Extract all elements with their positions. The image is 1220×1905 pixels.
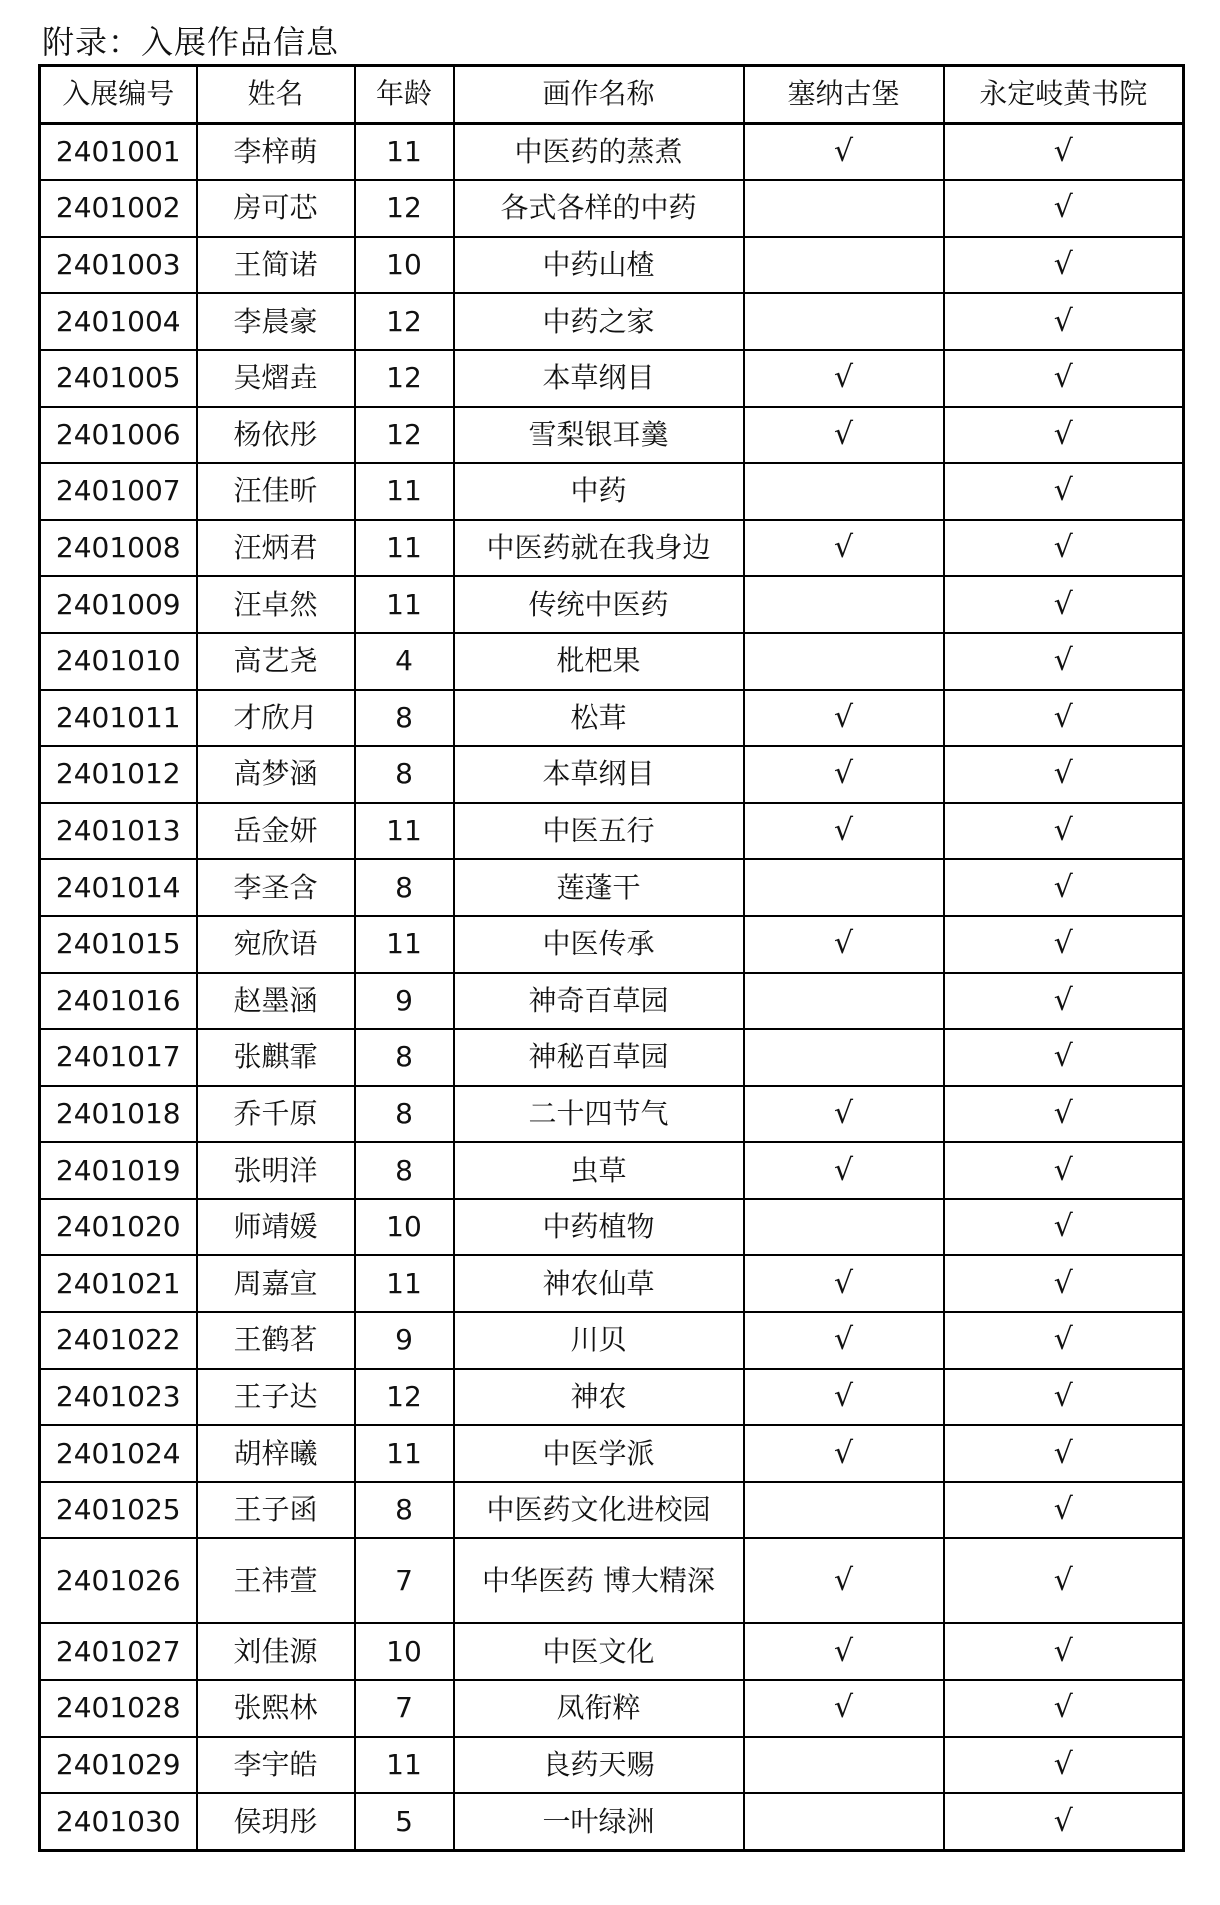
cell-artwork-title: 神农 bbox=[454, 1369, 744, 1426]
cell-venue-a-check: √ bbox=[744, 916, 944, 973]
cell-name: 房可芯 bbox=[197, 180, 355, 237]
cell-venue-a-check: √ bbox=[744, 1312, 944, 1369]
cell-venue-a-check bbox=[744, 1029, 944, 1086]
header-age: 年龄 bbox=[355, 66, 454, 124]
table-row bbox=[40, 1369, 1184, 1426]
cell-venue-a-check: √ bbox=[744, 407, 944, 464]
cell-venue-a-check: √ bbox=[744, 1425, 944, 1482]
cell-venue-a-check: √ bbox=[744, 1255, 944, 1312]
cell-artwork-title: 本草纲目 bbox=[454, 746, 744, 803]
table-row bbox=[40, 1142, 1184, 1199]
cell-name: 侯玥彤 bbox=[197, 1793, 355, 1850]
cell-artwork-title: 莲蓬干 bbox=[454, 859, 744, 916]
cell-venue-b-check: √ bbox=[944, 1623, 1184, 1680]
cell-artwork-title: 松茸 bbox=[454, 690, 744, 747]
cell-age: 12 bbox=[355, 350, 454, 407]
cell-age: 11 bbox=[355, 1425, 454, 1482]
cell-name: 宛欣语 bbox=[197, 916, 355, 973]
cell-venue-a-check: √ bbox=[744, 1538, 944, 1623]
table-row bbox=[40, 973, 1184, 1030]
cell-age: 7 bbox=[355, 1538, 454, 1623]
cell-venue-a-check bbox=[744, 1737, 944, 1794]
cell-exhibit-id: 2401005 bbox=[40, 350, 197, 407]
cell-artwork-title: 中华医药 博大精深 bbox=[454, 1538, 744, 1623]
cell-name: 师靖媛 bbox=[197, 1199, 355, 1256]
cell-venue-a-check: √ bbox=[744, 123, 944, 180]
cell-age: 8 bbox=[355, 1029, 454, 1086]
cell-age: 8 bbox=[355, 1142, 454, 1199]
cell-venue-b-check: √ bbox=[944, 407, 1184, 464]
cell-artwork-title: 雪梨银耳羹 bbox=[454, 407, 744, 464]
cell-venue-b-check: √ bbox=[944, 1142, 1184, 1199]
cell-venue-b-check: √ bbox=[944, 520, 1184, 577]
cell-exhibit-id: 2401022 bbox=[40, 1312, 197, 1369]
cell-venue-b-check: √ bbox=[944, 916, 1184, 973]
cell-name: 李晨豪 bbox=[197, 293, 355, 350]
cell-venue-b-check: √ bbox=[944, 690, 1184, 747]
cell-venue-a-check: √ bbox=[744, 1369, 944, 1426]
cell-exhibit-id: 2401019 bbox=[40, 1142, 197, 1199]
cell-name: 吴熠垚 bbox=[197, 350, 355, 407]
cell-name: 高梦涵 bbox=[197, 746, 355, 803]
cell-exhibit-id: 2401002 bbox=[40, 180, 197, 237]
cell-venue-b-check: √ bbox=[944, 1538, 1184, 1623]
cell-exhibit-id: 2401013 bbox=[40, 803, 197, 860]
table-row bbox=[40, 1737, 1184, 1794]
cell-artwork-title: 中医学派 bbox=[454, 1425, 744, 1482]
cell-exhibit-id: 2401008 bbox=[40, 520, 197, 577]
cell-age: 11 bbox=[355, 463, 454, 520]
cell-venue-a-check: √ bbox=[744, 746, 944, 803]
table-row bbox=[40, 293, 1184, 350]
cell-venue-a-check bbox=[744, 237, 944, 294]
cell-age: 10 bbox=[355, 1199, 454, 1256]
cell-artwork-title: 中药山楂 bbox=[454, 237, 744, 294]
table-row bbox=[40, 859, 1184, 916]
cell-name: 乔千原 bbox=[197, 1086, 355, 1143]
table-row bbox=[40, 1029, 1184, 1086]
cell-name: 王子达 bbox=[197, 1369, 355, 1426]
cell-age: 9 bbox=[355, 1312, 454, 1369]
cell-artwork-title: 中医五行 bbox=[454, 803, 744, 860]
table-row bbox=[40, 1312, 1184, 1369]
table-row bbox=[40, 916, 1184, 973]
cell-venue-b-check: √ bbox=[944, 1199, 1184, 1256]
cell-venue-b-check: √ bbox=[944, 350, 1184, 407]
cell-exhibit-id: 2401026 bbox=[40, 1538, 197, 1623]
cell-venue-b-check: √ bbox=[944, 1737, 1184, 1794]
header-row bbox=[40, 66, 1184, 124]
cell-venue-a-check: √ bbox=[744, 1623, 944, 1680]
table-row bbox=[40, 690, 1184, 747]
cell-exhibit-id: 2401027 bbox=[40, 1623, 197, 1680]
table-row bbox=[40, 180, 1184, 237]
cell-artwork-title: 良药天赐 bbox=[454, 1737, 744, 1794]
cell-venue-b-check: √ bbox=[944, 1482, 1184, 1539]
cell-exhibit-id: 2401018 bbox=[40, 1086, 197, 1143]
cell-venue-a-check bbox=[744, 1793, 944, 1850]
cell-exhibit-id: 2401009 bbox=[40, 576, 197, 633]
cell-exhibit-id: 2401029 bbox=[40, 1737, 197, 1794]
table-row bbox=[40, 1623, 1184, 1680]
cell-age: 11 bbox=[355, 576, 454, 633]
cell-exhibit-id: 2401007 bbox=[40, 463, 197, 520]
cell-venue-b-check: √ bbox=[944, 123, 1184, 180]
cell-artwork-title: 中药植物 bbox=[454, 1199, 744, 1256]
cell-age: 8 bbox=[355, 859, 454, 916]
cell-artwork-title: 各式各样的中药 bbox=[454, 180, 744, 237]
cell-exhibit-id: 2401001 bbox=[40, 123, 197, 180]
cell-artwork-title: 神秘百草园 bbox=[454, 1029, 744, 1086]
cell-exhibit-id: 2401003 bbox=[40, 237, 197, 294]
cell-artwork-title: 川贝 bbox=[454, 1312, 744, 1369]
cell-venue-b-check: √ bbox=[944, 1029, 1184, 1086]
cell-name: 高艺尧 bbox=[197, 633, 355, 690]
cell-venue-a-check: √ bbox=[744, 520, 944, 577]
table-row bbox=[40, 237, 1184, 294]
table-row bbox=[40, 1538, 1184, 1623]
table-row bbox=[40, 1482, 1184, 1539]
table-row bbox=[40, 1199, 1184, 1256]
header-venue-a: 塞纳古堡 bbox=[744, 66, 944, 124]
header-name: 姓名 bbox=[197, 66, 355, 124]
cell-name: 赵墨涵 bbox=[197, 973, 355, 1030]
cell-age: 10 bbox=[355, 1623, 454, 1680]
table-row bbox=[40, 746, 1184, 803]
cell-name: 杨依彤 bbox=[197, 407, 355, 464]
cell-artwork-title: 中药 bbox=[454, 463, 744, 520]
table-row bbox=[40, 1086, 1184, 1143]
cell-artwork-title: 中药之家 bbox=[454, 293, 744, 350]
cell-exhibit-id: 2401030 bbox=[40, 1793, 197, 1850]
cell-age: 12 bbox=[355, 180, 454, 237]
cell-venue-a-check: √ bbox=[744, 350, 944, 407]
cell-exhibit-id: 2401010 bbox=[40, 633, 197, 690]
cell-venue-b-check: √ bbox=[944, 576, 1184, 633]
table-row bbox=[40, 520, 1184, 577]
cell-venue-b-check: √ bbox=[944, 1255, 1184, 1312]
cell-venue-a-check: √ bbox=[744, 1086, 944, 1143]
cell-venue-a-check bbox=[744, 293, 944, 350]
cell-venue-b-check: √ bbox=[944, 463, 1184, 520]
cell-artwork-title: 中医传承 bbox=[454, 916, 744, 973]
table-row bbox=[40, 1255, 1184, 1312]
cell-venue-b-check: √ bbox=[944, 1369, 1184, 1426]
cell-age: 11 bbox=[355, 123, 454, 180]
cell-venue-a-check bbox=[744, 1199, 944, 1256]
cell-name: 张麒霏 bbox=[197, 1029, 355, 1086]
cell-artwork-title: 虫草 bbox=[454, 1142, 744, 1199]
table-row bbox=[40, 576, 1184, 633]
cell-venue-a-check bbox=[744, 576, 944, 633]
cell-venue-b-check: √ bbox=[944, 293, 1184, 350]
cell-exhibit-id: 2401021 bbox=[40, 1255, 197, 1312]
cell-age: 4 bbox=[355, 633, 454, 690]
cell-age: 11 bbox=[355, 1255, 454, 1312]
cell-name: 汪佳昕 bbox=[197, 463, 355, 520]
cell-age: 8 bbox=[355, 690, 454, 747]
cell-venue-b-check: √ bbox=[944, 1793, 1184, 1850]
cell-venue-a-check bbox=[744, 859, 944, 916]
cell-exhibit-id: 2401015 bbox=[40, 916, 197, 973]
table-row bbox=[40, 350, 1184, 407]
cell-venue-b-check: √ bbox=[944, 803, 1184, 860]
cell-age: 10 bbox=[355, 237, 454, 294]
cell-venue-b-check: √ bbox=[944, 746, 1184, 803]
cell-artwork-title: 一叶绿洲 bbox=[454, 1793, 744, 1850]
table-row bbox=[40, 123, 1184, 180]
cell-artwork-title: 中医药就在我身边 bbox=[454, 520, 744, 577]
cell-venue-b-check: √ bbox=[944, 180, 1184, 237]
cell-venue-b-check: √ bbox=[944, 1680, 1184, 1737]
cell-exhibit-id: 2401006 bbox=[40, 407, 197, 464]
cell-age: 8 bbox=[355, 1482, 454, 1539]
table-row bbox=[40, 1425, 1184, 1482]
cell-age: 11 bbox=[355, 1737, 454, 1794]
cell-exhibit-id: 2401016 bbox=[40, 973, 197, 1030]
cell-artwork-title: 中医文化 bbox=[454, 1623, 744, 1680]
cell-venue-a-check: √ bbox=[744, 803, 944, 860]
cell-name: 才欣月 bbox=[197, 690, 355, 747]
cell-exhibit-id: 2401017 bbox=[40, 1029, 197, 1086]
cell-name: 李圣含 bbox=[197, 859, 355, 916]
cell-exhibit-id: 2401028 bbox=[40, 1680, 197, 1737]
cell-exhibit-id: 2401020 bbox=[40, 1199, 197, 1256]
cell-name: 王鹤茗 bbox=[197, 1312, 355, 1369]
cell-venue-b-check: √ bbox=[944, 859, 1184, 916]
cell-artwork-title: 中医药文化进校园 bbox=[454, 1482, 744, 1539]
cell-name: 刘佳源 bbox=[197, 1623, 355, 1680]
exhibit-table bbox=[38, 64, 1185, 1852]
cell-venue-a-check: √ bbox=[744, 690, 944, 747]
table-row bbox=[40, 1680, 1184, 1737]
cell-age: 8 bbox=[355, 1086, 454, 1143]
cell-venue-a-check bbox=[744, 973, 944, 1030]
table-row bbox=[40, 633, 1184, 690]
cell-name: 汪卓然 bbox=[197, 576, 355, 633]
cell-exhibit-id: 2401012 bbox=[40, 746, 197, 803]
cell-age: 9 bbox=[355, 973, 454, 1030]
cell-age: 11 bbox=[355, 520, 454, 577]
cell-exhibit-id: 2401014 bbox=[40, 859, 197, 916]
cell-name: 李梓萌 bbox=[197, 123, 355, 180]
cell-artwork-title: 神奇百草园 bbox=[454, 973, 744, 1030]
cell-venue-b-check: √ bbox=[944, 973, 1184, 1030]
cell-name: 王祎萱 bbox=[197, 1538, 355, 1623]
cell-artwork-title: 二十四节气 bbox=[454, 1086, 744, 1143]
cell-venue-b-check: √ bbox=[944, 1312, 1184, 1369]
cell-name: 汪炳君 bbox=[197, 520, 355, 577]
cell-name: 李宇皓 bbox=[197, 1737, 355, 1794]
cell-artwork-title: 传统中医药 bbox=[454, 576, 744, 633]
cell-exhibit-id: 2401011 bbox=[40, 690, 197, 747]
table-row bbox=[40, 463, 1184, 520]
cell-venue-a-check bbox=[744, 180, 944, 237]
cell-venue-a-check bbox=[744, 633, 944, 690]
cell-name: 胡梓曦 bbox=[197, 1425, 355, 1482]
cell-artwork-title: 中医药的蒸煮 bbox=[454, 123, 744, 180]
table-header bbox=[40, 66, 1184, 124]
table-body bbox=[40, 123, 1184, 1850]
cell-age: 8 bbox=[355, 746, 454, 803]
cell-artwork-title: 凤衔粹 bbox=[454, 1680, 744, 1737]
cell-exhibit-id: 2401023 bbox=[40, 1369, 197, 1426]
header-exhibit-id: 入展编号 bbox=[40, 66, 197, 124]
cell-venue-b-check: √ bbox=[944, 237, 1184, 294]
cell-venue-b-check: √ bbox=[944, 1425, 1184, 1482]
table-row bbox=[40, 407, 1184, 464]
header-venue-b: 永定岐黄书院 bbox=[944, 66, 1184, 124]
document-title: 附录：入展作品信息 bbox=[42, 23, 340, 61]
cell-age: 11 bbox=[355, 916, 454, 973]
cell-age: 7 bbox=[355, 1680, 454, 1737]
cell-name: 张熙林 bbox=[197, 1680, 355, 1737]
cell-artwork-title: 枇杷果 bbox=[454, 633, 744, 690]
cell-artwork-title: 神农仙草 bbox=[454, 1255, 744, 1312]
cell-age: 12 bbox=[355, 293, 454, 350]
cell-age: 12 bbox=[355, 1369, 454, 1426]
cell-name: 周嘉宣 bbox=[197, 1255, 355, 1312]
cell-age: 11 bbox=[355, 803, 454, 860]
cell-venue-a-check: √ bbox=[744, 1680, 944, 1737]
cell-name: 岳金妍 bbox=[197, 803, 355, 860]
cell-venue-a-check: √ bbox=[744, 1142, 944, 1199]
table-row bbox=[40, 1793, 1184, 1850]
cell-name: 张明洋 bbox=[197, 1142, 355, 1199]
cell-venue-a-check bbox=[744, 1482, 944, 1539]
cell-venue-b-check: √ bbox=[944, 1086, 1184, 1143]
cell-exhibit-id: 2401004 bbox=[40, 293, 197, 350]
cell-name: 王简诺 bbox=[197, 237, 355, 294]
cell-age: 5 bbox=[355, 1793, 454, 1850]
cell-venue-b-check: √ bbox=[944, 633, 1184, 690]
cell-exhibit-id: 2401024 bbox=[40, 1425, 197, 1482]
cell-name: 王子函 bbox=[197, 1482, 355, 1539]
cell-exhibit-id: 2401025 bbox=[40, 1482, 197, 1539]
cell-venue-a-check bbox=[744, 463, 944, 520]
cell-artwork-title: 本草纲目 bbox=[454, 350, 744, 407]
header-artwork-title: 画作名称 bbox=[454, 66, 744, 124]
cell-age: 12 bbox=[355, 407, 454, 464]
table-row bbox=[40, 803, 1184, 860]
